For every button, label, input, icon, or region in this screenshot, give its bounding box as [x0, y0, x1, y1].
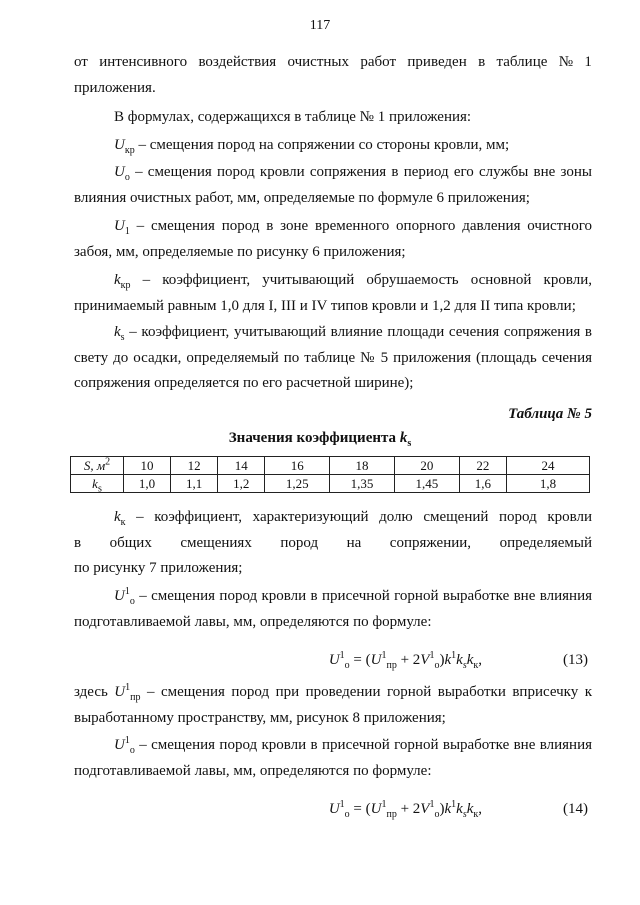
table-cell: 22	[459, 457, 506, 475]
word: в	[74, 534, 82, 551]
def-text: – смещения пород кровли в присечной горной выработке вне влияния подготавливаемой лавы, мм, определяются по формуле:	[74, 588, 592, 630]
formula-13-expression: $U^1_о = (U^1_{пр} + 2V^1_о)k^1k_sk_к$,	[328, 650, 482, 671]
word: в	[478, 54, 486, 70]
def-u-o	[74, 160, 592, 211]
intro-paragraph	[74, 50, 592, 101]
table-cell: 24	[507, 457, 590, 475]
def-k-k-line-1: $k_к$ – коэффициент, характеризующий долю смещений пород кровли	[114, 509, 592, 528]
table-cell: 20	[394, 457, 459, 475]
word: очистных	[287, 54, 350, 70]
def-k-kr	[74, 268, 592, 319]
table-cell: 1,8	[507, 475, 590, 493]
word: 1	[584, 54, 592, 70]
table-cell: 10	[124, 457, 171, 475]
symbol-sub: кр	[120, 280, 131, 291]
def-u-1	[74, 214, 592, 265]
symbol: k	[114, 324, 121, 340]
word: определяемый	[499, 534, 592, 551]
table-row	[71, 475, 590, 493]
word: воздействия	[198, 54, 277, 70]
formula-14-number: (14)	[563, 801, 588, 817]
table-cell: 1,45	[394, 475, 459, 493]
table-title-symbol: k	[399, 430, 408, 446]
zdes-paragraph: здесь $U^1_{пр}$ – смещения пород при проведении горной выработки вприсечку к выработанному пространству, мм, рисунок 8 приложения;	[74, 682, 592, 726]
def-text: – смещения пород в зоне временного опорного давления очистного забоя, мм, определяемые по рисунку 6 приложения;	[74, 218, 592, 260]
symbol: k	[114, 272, 121, 288]
intro-line-1	[74, 50, 592, 76]
word: пород	[280, 534, 319, 551]
table-cell: 1,2	[218, 475, 265, 493]
def-text: – смещения пород кровли в присечной горной выработке вне влияния подготавливаемой лавы, мм, определяются по формуле:	[74, 737, 592, 779]
def-text: – смещения пород на сопряжении со стороны кровли, мм;	[134, 137, 510, 153]
table-cell: 1,6	[459, 475, 506, 493]
def-u1-o-a: $U^1_о$ – смещения пород кровли в присечной горной выработке вне влияния подготавливаемой лавы, мм, определяются по формуле:	[74, 586, 592, 630]
formula-13-number: (13)	[563, 652, 588, 668]
table-cell: 12	[171, 457, 218, 475]
table-title	[0, 430, 640, 447]
def-k-k-line-2	[74, 531, 592, 557]
intro-line-2: приложения.	[74, 79, 156, 96]
table-row	[71, 457, 590, 475]
table-cell: 16	[265, 457, 330, 475]
word: №	[558, 54, 574, 70]
def-text: – смещения пород при проведении горной выработки вприсечку к выработанному пространству, мм, рисунок 8 приложения;	[74, 684, 592, 726]
word: работ	[360, 54, 397, 70]
word: таблице	[496, 54, 548, 70]
table-title-text: Значения коэффициента	[228, 430, 397, 446]
formula-13	[74, 647, 592, 673]
coefficient-table	[70, 456, 590, 493]
word: приведен	[407, 54, 467, 70]
row-header: S, $м^2$	[71, 457, 124, 475]
symbol-sub: кр	[124, 145, 135, 156]
def-k-k	[74, 505, 592, 582]
word: сопряжении,	[389, 534, 472, 551]
symbol-sub: s	[120, 332, 125, 343]
table-cell: 1,0	[124, 475, 171, 493]
formula-14-expression: $U^1_о = (U^1_{пр} + 2V^1_о)k^1k_sk_к$,	[328, 799, 482, 820]
table-title-sub: s	[407, 438, 412, 449]
def-text: – коэффициент, учитывающий влияние площади сечения сопряжения в свету до осадки, определяемый по таблице № 5 приложения (площадь сечения сопряжения определяется по его расчетной ширине);	[74, 324, 592, 391]
def-k-k-line-3: по рисунку 7 приложения;	[74, 560, 243, 576]
word: на	[346, 534, 362, 551]
def-text: – смещения пород кровли сопряжения в период его службы вне зоны влияния очистных работ, мм, определяемые по формуле 6 приложения;	[74, 164, 592, 206]
def-k-s	[74, 320, 592, 397]
symbol: U	[114, 164, 125, 180]
table-cell: 1,25	[265, 475, 330, 493]
def-u1-o-b: $U^1_о$ – смещения пород кровли в присечной горной выработке вне влияния подготавливаемой лавы, мм, определяются по формуле:	[74, 735, 592, 779]
word: интенсивного	[99, 54, 188, 70]
formulas-intro: В формулах, содержащихся в таблице № 1 приложения:	[114, 109, 472, 125]
table-cell: 1,1	[171, 475, 218, 493]
symbol: U	[114, 218, 125, 234]
symbol-sub: о	[124, 172, 130, 183]
table-cell: 18	[330, 457, 395, 475]
symbol: U	[114, 137, 125, 153]
symbol-sub: 1	[124, 226, 130, 237]
word: смещениях	[180, 534, 252, 551]
page-number: 117	[309, 18, 331, 33]
def-text: – коэффициент, учитывающий обрушаемость основной кровли, принимаемый равным 1,0 для I, III и IV типов кровли и 1,2 для II типа кровли;	[74, 272, 592, 314]
def-u-kr	[74, 133, 592, 159]
word: от	[74, 54, 88, 70]
table-label: Таблица № 5	[508, 406, 592, 422]
word: общих	[109, 534, 152, 551]
formula-14	[74, 796, 592, 822]
table-cell: 1,35	[330, 475, 395, 493]
row-header: $k_s$	[71, 475, 124, 493]
table-cell: 14	[218, 457, 265, 475]
